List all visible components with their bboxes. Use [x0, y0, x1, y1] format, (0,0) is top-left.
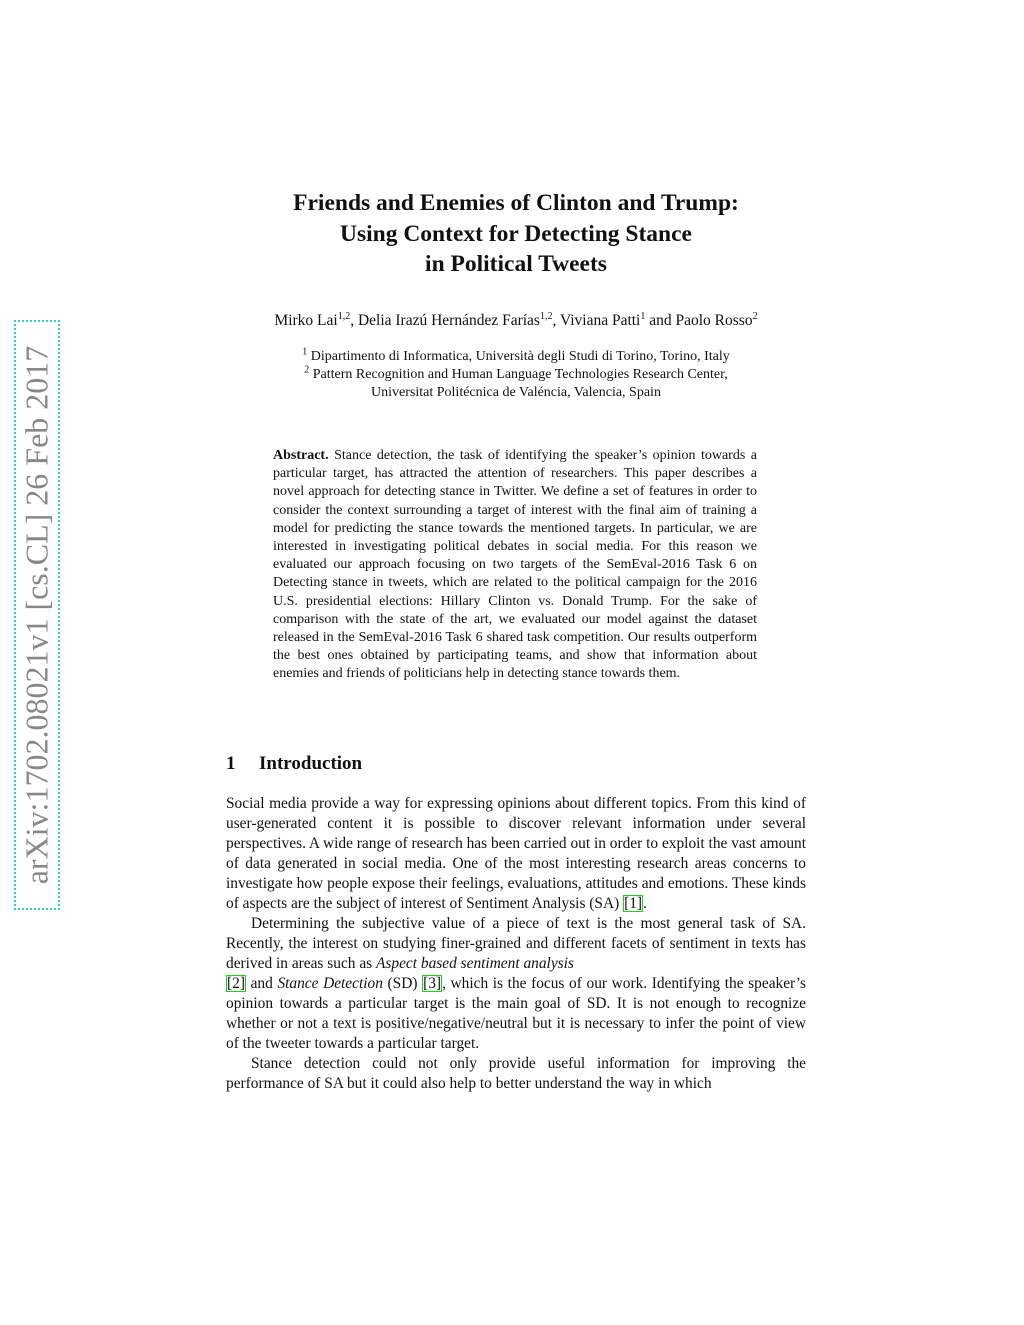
emphasis-term: Aspect based sentiment analysis: [376, 955, 574, 972]
paragraph: Stance detection could not only provide useful information for improving the performance of SA but it could also help to better understand the way in which: [226, 1055, 806, 1092]
paragraph: [226, 794, 806, 914]
paragraph-text: , which is the focus of our work. Identifying the speaker’s opinion towards a particular target is the main goal of SD. It is not enough to recognize whether or not a text is positive/negative/neutral but it is necessary to infer the point of view of the tweeter towards a particular target.: [226, 975, 807, 1052]
affil-mark: 2: [304, 364, 310, 376]
abstract: [273, 447, 757, 684]
title-line: Using Context for Detecting Stance: [339, 220, 692, 247]
title-line: Friends and Enemies of Clinton and Trump:: [293, 190, 739, 216]
title-line: in Political Tweets: [425, 251, 607, 277]
author-name: , Viviana Patti: [552, 312, 641, 329]
author-affil-mark: 1: [640, 310, 646, 322]
author-name: , Delia Irazú Hernández Farías: [350, 312, 540, 329]
section-title: Introduction: [259, 753, 363, 774]
paper-title: [226, 188, 806, 280]
affiliation-line: Universitat Politécnica de Valéncia, Valencia, Spain: [371, 385, 661, 400]
paragraph-text: (SD): [382, 975, 423, 992]
affiliation-line: [226, 348, 806, 366]
introduction-body: [226, 794, 806, 1094]
paragraph-text: and: [245, 975, 278, 992]
citation-link[interactable]: [2]: [227, 975, 245, 992]
author-affil-mark: 1,2: [337, 310, 351, 322]
paragraph-text: Social media provide a way for expressing opinions about different topics. From this kind of user-generated content it is possible to discover relevant information under several perspectives. A wide range of research has been carried out in order to exploit the vast amount of data generated in social media. One of the most interesting research areas concerns to investigate how people expose their feelings, evaluations, attitudes and emotions. These kinds of aspects are the subject of interest of Sentiment Analysis (SA): [226, 795, 806, 912]
arxiv-stamp: [14, 320, 60, 910]
affiliation-text: Dipartimento di Informatica, Università degli Studi di Torino, Torino, Italy: [307, 349, 730, 364]
section-number: 1: [226, 753, 236, 774]
citation-link[interactable]: [1]: [624, 895, 643, 912]
affiliation-text: Pattern Recognition and Human Language Technologies Research Center,: [309, 367, 728, 382]
paragraph-text: Determining the subjective value of a piece of text is the most general task of SA. Recently, the interest on studying finer-grained and different facets of sentiment in texts has derived in areas such as: [226, 915, 806, 972]
arxiv-identifier: arXiv:1702.08021v1 [cs.CL] 26 Feb 2017: [18, 345, 55, 885]
author-list: [226, 312, 806, 330]
emphasis-term: Stance Detection: [277, 975, 383, 992]
abstract-text: Stance detection, the task of identifying the speaker’s opinion towards a particular target, has attracted the attention of researchers. This paper describes a novel approach for detecting stance in Twitter. We define a set of features in order to consider the context surrounding a target of interest with the final aim of training a model for predicting the stance towards the mentioned targets. In particular, we are interested in investigating political debates in social media. For this reason we evaluated our approach focusing on two targets of the SemEval-2016 Task 6 on Detecting stance in tweets, which are related to the political campaign for the 2016 U.S. presidential elections: Hillary Clinton vs. Donald Trump. For the sake of comparison with the state of the art, we evaluated our model against the dataset released in the SemEval-2016 Task 6 shared task competition. Our results outperform the best ones obtained by participating teams, and show that information about enemies and friends of politicians help in detecting stance towards them.: [273, 448, 757, 682]
citation-link[interactable]: [3]: [423, 975, 442, 992]
paragraph: [226, 914, 806, 1054]
section-heading: [226, 753, 806, 775]
paragraph-text: .: [643, 895, 647, 912]
abstract-label: Abstract.: [273, 448, 329, 463]
author-affil-mark: 2: [752, 310, 758, 322]
author-name: and Paolo Rosso: [645, 312, 753, 329]
author-name: Mirko Lai: [274, 312, 338, 329]
affil-mark: 1: [302, 346, 308, 358]
affiliation-line: [226, 366, 806, 384]
affiliations: [226, 348, 806, 402]
author-affil-mark: 1,2: [539, 310, 553, 322]
